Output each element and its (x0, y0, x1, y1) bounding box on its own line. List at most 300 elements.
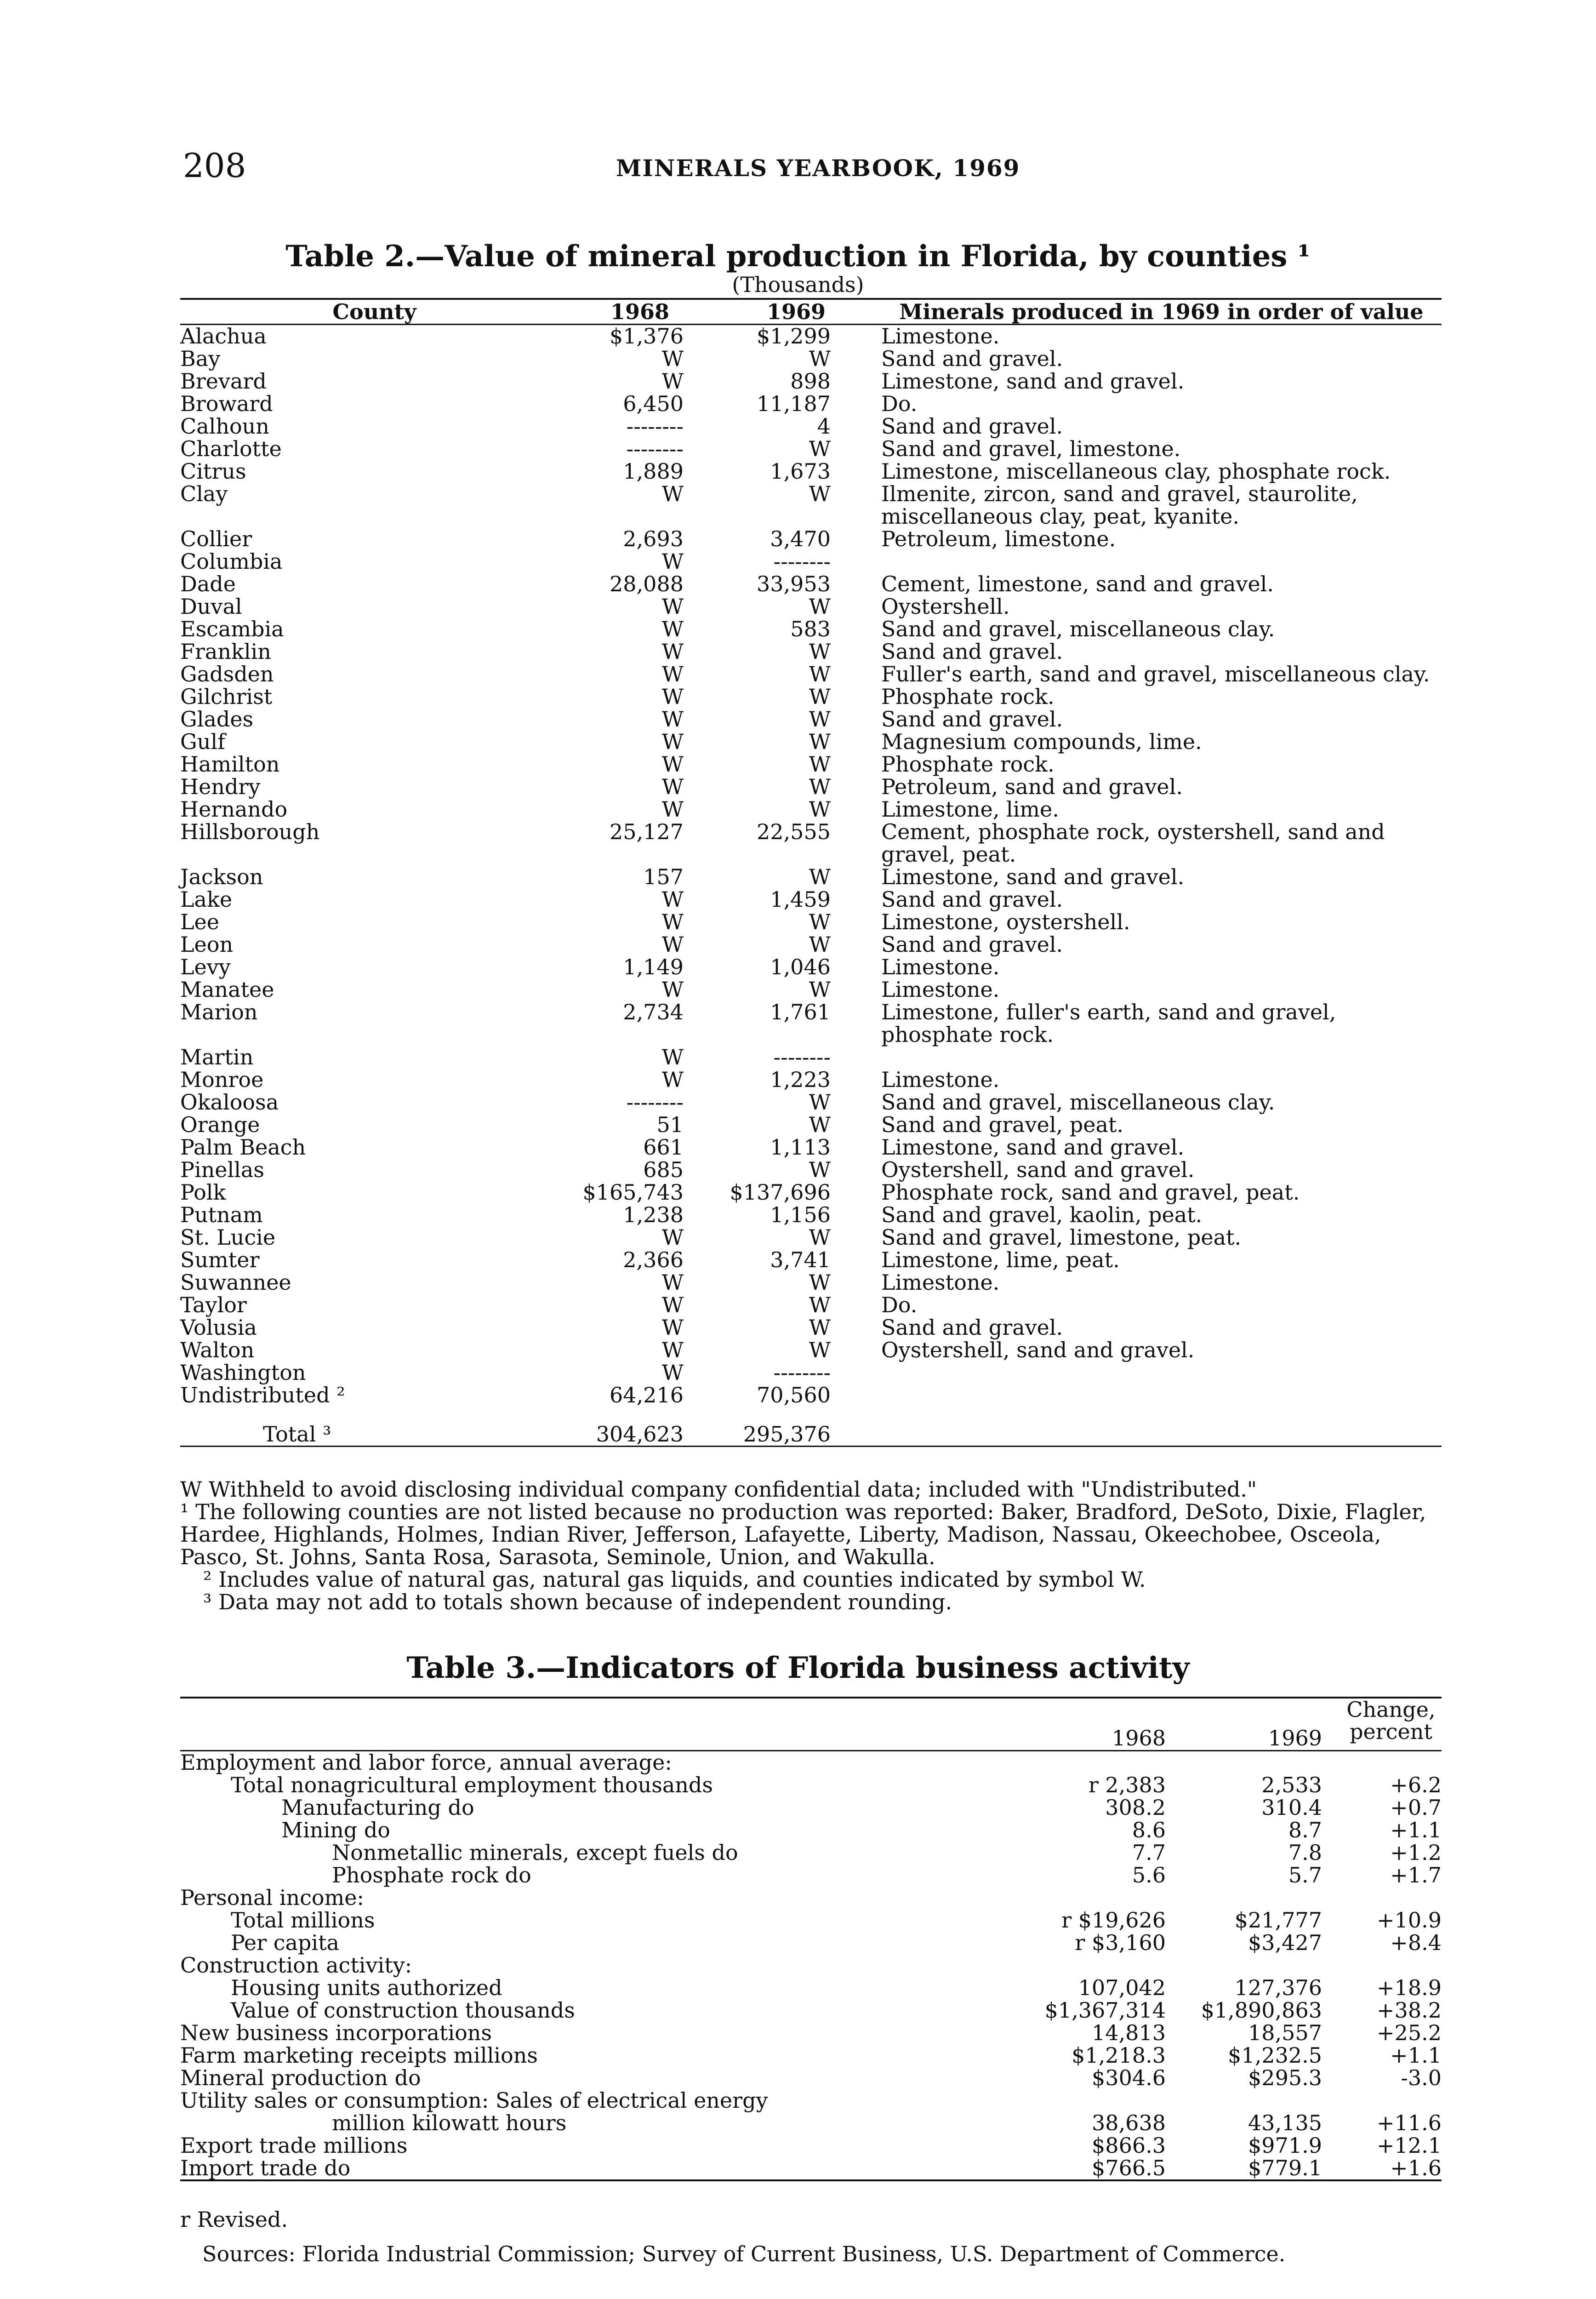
item-label: New business incorporations (180, 2020, 492, 2045)
county-cell: Manatee (180, 977, 274, 1002)
table-row (180, 1046, 1442, 1069)
value-1969-cell: W (809, 707, 831, 732)
col-1969: 1969 (1184, 1698, 1340, 1751)
minerals-cell: Limestone. (881, 977, 1000, 1002)
county-cell: Hillsborough (180, 819, 320, 844)
minerals-cell (881, 1384, 1442, 1407)
table-row (180, 1841, 1442, 1864)
county-cell: Monroe (180, 1067, 264, 1092)
item-label: Manufacturing (281, 1795, 441, 1820)
change-cell: +8.4 (1390, 1930, 1442, 1955)
value-1969-cell: $295.3 (1248, 2065, 1322, 2090)
value-1969-cell: W (809, 977, 831, 1002)
value-1968-cell: 1,238 (623, 1202, 684, 1227)
county-cell: Gilchrist (180, 684, 273, 709)
table3-header-row (180, 1698, 1442, 1751)
value-1969-cell: 2,533 (1261, 1773, 1322, 1797)
item-label: Value of construction (231, 1998, 459, 2023)
table-row (180, 888, 1442, 911)
minerals-cell (881, 1046, 1442, 1069)
minerals-cell (881, 1361, 1442, 1384)
county-cell: Putnam (180, 1202, 263, 1227)
table-row (180, 753, 1442, 776)
county-cell: St. Lucie (180, 1225, 276, 1250)
col-item (180, 1698, 1028, 1751)
table2-title: Table 2.—Value of mineral production in Florida, by counties ¹ (285, 239, 1311, 274)
minerals-cell: Limestone, lime. (881, 797, 1059, 822)
county-cell: Gadsden (180, 662, 274, 686)
table-row (180, 1887, 1442, 1909)
value-1969-cell: W (809, 684, 831, 709)
value-1969-cell: 43,135 (1248, 2110, 1322, 2135)
value-1968-cell: -------- (626, 436, 684, 461)
value-1968-cell: 38,638 (1092, 2110, 1166, 2135)
value-1969-cell: 22,555 (757, 819, 831, 844)
footnote-2: ² Includes value of natural gas, natural gas liquids, and counties indicated by symbol W. (203, 1567, 1146, 1592)
minerals-cell: Limestone, sand and gravel. (881, 1135, 1185, 1160)
value-1969-cell (1184, 1887, 1340, 1909)
minerals-cell: Sand and gravel. (881, 1315, 1063, 1340)
item-unit: millions (323, 2133, 408, 2158)
value-1969-cell: 33,953 (757, 572, 831, 596)
county-cell: Charlotte (180, 436, 282, 461)
county-cell: Lee (180, 909, 219, 934)
minerals-cell: Limestone, lime, peat. (881, 1247, 1120, 1272)
county-cell: Leon (180, 932, 234, 957)
value-1968-cell: 5.6 (1132, 1863, 1166, 1887)
item-cell (180, 1841, 1028, 1864)
value-1968-cell: 157 (643, 864, 684, 889)
table-row (180, 686, 1442, 708)
change-cell: +12.1 (1377, 2133, 1442, 2158)
change-cell: +10.9 (1377, 1908, 1442, 1933)
table-row (180, 866, 1442, 888)
value-1969-cell: W (809, 1090, 831, 1115)
change-cell: -3.0 (1401, 2065, 1442, 2090)
table-row (180, 911, 1442, 933)
value-1968-cell: 28,088 (610, 572, 684, 596)
item-unit: do (712, 1840, 738, 1865)
item-cell (180, 2089, 1028, 2112)
item-label: Mining (281, 1818, 358, 1842)
change-cell: +1.1 (1390, 2043, 1442, 2068)
value-1969-cell: 127,376 (1234, 1975, 1322, 2000)
table-row (180, 1294, 1442, 1316)
county-cell: Alachua (180, 324, 267, 349)
minerals-cell (881, 550, 1442, 573)
col-change: Change, percent (1340, 1698, 1442, 1751)
value-1969-cell: W (809, 481, 831, 506)
item-cell (180, 1819, 1028, 1841)
county-cell: Dade (180, 572, 236, 596)
value-1969-cell: W (809, 864, 831, 889)
value-1968-cell: W (661, 977, 684, 1002)
value-1968-cell: $1,376 (610, 324, 684, 349)
item-cell (180, 1887, 1028, 1909)
table3-title: Table 3.—Indicators of Florida business activity (406, 1651, 1190, 1685)
value-1968-cell: W (661, 481, 684, 506)
county-cell: Undistributed ² (180, 1383, 345, 1407)
table-row (180, 528, 1442, 550)
value-1968-cell: W (661, 752, 684, 777)
minerals-cell: Sand and gravel, kaolin, peat. (881, 1202, 1203, 1227)
item-label: Import trade (180, 2156, 318, 2180)
value-1969-cell: W (809, 436, 831, 461)
change-cell: +38.2 (1377, 1998, 1442, 2023)
value-1969-cell: $971.9 (1248, 2133, 1322, 2158)
value-1969-cell: 5.7 (1288, 1863, 1322, 1887)
value-1968-cell (1028, 1887, 1184, 1909)
county-cell: Franklin (180, 639, 271, 664)
table-row (180, 821, 1442, 866)
value-1969-cell: W (809, 932, 831, 957)
county-cell: Okaloosa (180, 1090, 279, 1115)
value-1969-cell: -------- (773, 549, 831, 574)
county-cell: Washington (180, 1360, 306, 1385)
table3 (180, 1697, 1442, 2181)
value-1968-cell: 7.7 (1132, 1840, 1166, 1865)
value-1968-cell: W (661, 369, 684, 394)
table-row (180, 933, 1442, 956)
value-1968-cell: -------- (626, 414, 684, 439)
table2-body (180, 325, 1442, 1447)
table-row (180, 1226, 1442, 1249)
item-label: Per capita (231, 1930, 339, 1955)
running-title: MINERALS YEARBOOK, 1969 (616, 154, 1020, 182)
table-row (180, 348, 1442, 370)
item-cell (180, 1796, 1028, 1819)
county-cell: Orange (180, 1112, 260, 1137)
item-unit: millions (291, 1908, 375, 1933)
change-cell: +1.2 (1390, 1840, 1442, 1865)
value-1969-cell: W (809, 752, 831, 777)
item-label: Employment and labor force, annual average: (180, 1750, 672, 1775)
item-label: Nonmetallic minerals, except fuels (332, 1840, 705, 1865)
item-label: Farm marketing receipts (180, 2043, 447, 2068)
value-1969-cell: -------- (773, 1045, 831, 1069)
item-unit: do (448, 1795, 474, 1820)
value-1969-cell: 1,113 (770, 1135, 831, 1160)
value-1968-cell: W (661, 909, 684, 934)
table-row (180, 641, 1442, 663)
value-1968-cell: r $19,626 (1061, 1908, 1166, 1933)
table-row (180, 2112, 1442, 2134)
item-label: Housing units authorized (231, 1975, 502, 2000)
county-cell: Levy (180, 955, 231, 979)
table-row (180, 460, 1442, 483)
table-row (180, 1271, 1442, 1294)
value-1968-cell: r 2,383 (1088, 1773, 1166, 1797)
value-1969-cell: W (809, 594, 831, 619)
item-label: Utility sales or consumption: Sales of electrical energy (180, 2088, 768, 2113)
value-1968-cell: W (661, 594, 684, 619)
item-cell (180, 1774, 1028, 1796)
minerals-cell: Oystershell, sand and gravel. (881, 1338, 1195, 1362)
value-1968-cell: 8.6 (1132, 1818, 1166, 1842)
minerals-cell: Phosphate rock, sand and gravel, peat. (881, 1180, 1300, 1205)
value-1968-cell: 2,366 (623, 1247, 684, 1272)
minerals-cell: Sand and gravel. (881, 887, 1063, 912)
county-cell: Sumter (180, 1247, 260, 1272)
table-row (180, 573, 1442, 595)
table-row (180, 1069, 1442, 1091)
table-row (180, 1181, 1442, 1204)
minerals-cell: Phosphate rock. (881, 752, 1054, 777)
item-cell (180, 2044, 1028, 2067)
county-cell: Taylor (180, 1292, 247, 1317)
table-row (180, 2044, 1442, 2067)
minerals-cell: Sand and gravel. (881, 707, 1063, 732)
table-row (180, 2067, 1442, 2089)
table-row (180, 1001, 1442, 1046)
change-cell (1340, 2089, 1442, 2112)
item-label: Export trade (180, 2133, 317, 2158)
value-1969-cell: W (809, 662, 831, 686)
change-cell: +0.7 (1390, 1795, 1442, 1820)
table-row (180, 1114, 1442, 1136)
item-cell (180, 1999, 1028, 2022)
value-1969-cell: 8.7 (1288, 1818, 1322, 1842)
table-row (180, 1977, 1442, 1999)
item-unit: million kilowatt hours (332, 2110, 567, 2135)
total-blank (881, 1407, 1442, 1447)
value-1969-cell: 1,673 (770, 459, 831, 484)
minerals-cell: Limestone. (881, 324, 1000, 349)
value-1968-cell: 2,734 (623, 1000, 684, 1024)
value-1968-cell: 14,813 (1092, 2020, 1166, 2045)
item-cell (180, 2112, 1028, 2134)
item-cell (180, 1864, 1028, 1887)
value-1969-cell: $779.1 (1184, 2157, 1340, 2180)
table-row (180, 1159, 1442, 1181)
value-1968-cell: W (661, 1292, 684, 1317)
col-1968: 1968 (1028, 1698, 1184, 1751)
table-row (180, 1136, 1442, 1159)
table-row (180, 978, 1442, 1001)
value-1969-cell: W (809, 797, 831, 822)
col-1968: 1968 (569, 299, 711, 325)
item-cell (180, 2157, 1028, 2180)
table-row (180, 618, 1442, 641)
value-1968-cell: 1,149 (623, 955, 684, 979)
table-row (180, 415, 1442, 438)
value-1968-cell: $1,367,314 (1044, 1998, 1166, 2023)
value-1969-cell: $137,696 (730, 1180, 831, 1205)
minerals-cell: Sand and gravel. (881, 414, 1063, 439)
value-1969-cell: 3,741 (770, 1247, 831, 1272)
value-1968-cell: W (661, 1067, 684, 1092)
value-1968-cell: 308.2 (1105, 1795, 1166, 1820)
table-row (180, 2157, 1442, 2180)
value-1968-cell (1028, 1954, 1184, 1977)
value-1968-cell: W (661, 1360, 684, 1385)
minerals-cell: Oystershell. (881, 594, 1010, 619)
minerals-cell: Sand and gravel, limestone. (881, 436, 1181, 461)
minerals-cell: Sand and gravel. (881, 346, 1063, 371)
minerals-cell: Sand and gravel, limestone, peat. (881, 1225, 1242, 1250)
value-1968-cell: W (661, 707, 684, 732)
minerals-cell: Sand and gravel, miscellaneous clay. (881, 617, 1275, 641)
total-label: Total ³ (180, 1407, 569, 1447)
item-cell (180, 1751, 1028, 1774)
county-cell: Duval (180, 594, 242, 619)
table2 (180, 298, 1442, 1447)
value-1968-cell: W (661, 729, 684, 754)
item-cell (180, 1932, 1028, 1954)
change-cell: +25.2 (1377, 2020, 1442, 2045)
value-1968-cell: W (661, 662, 684, 686)
table-row (180, 731, 1442, 753)
table-row (180, 708, 1442, 731)
minerals-cell: Limestone, oystershell. (881, 909, 1130, 934)
value-1969-cell: W (809, 1270, 831, 1295)
minerals-cell: Sand and gravel. (881, 639, 1063, 664)
item-label: Phosphate rock (332, 1863, 499, 1887)
table-row (180, 595, 1442, 618)
value-1969-cell: $1,890,863 (1201, 1998, 1322, 2023)
value-1969-cell: $21,777 (1234, 1908, 1322, 1933)
value-1969-cell: 898 (790, 369, 831, 394)
value-1969-cell: W (809, 909, 831, 934)
value-1968-cell: W (661, 1338, 684, 1362)
table-row (180, 2089, 1442, 2112)
table-row (180, 393, 1442, 415)
table-row (180, 1954, 1442, 1977)
county-cell: Jackson (180, 864, 263, 889)
item-unit: do (394, 2065, 421, 2090)
item-cell (180, 1909, 1028, 1932)
value-1969-cell: 1,223 (770, 1067, 831, 1092)
value-1968-cell: 2,693 (623, 526, 684, 551)
value-1968-cell: W (661, 774, 684, 799)
table-row (180, 483, 1442, 528)
value-1968-cell (1028, 2089, 1184, 2112)
value-1969-cell: 583 (790, 617, 831, 641)
footnote-1: ¹ The following counties are not listed because no production was reported: Baker, Bradford, DeSoto, Dixie, Flagler, Hardee, Highlands, Holmes, Indian River, Jefferson, Lafayette, Liberty, Madison, Nassau, Okeechobee, Osceola, Pasco, St. Johns, Santa Rosa, Sarasota, Seminole, Union, and Wakulla. (180, 1499, 1426, 1569)
change-cell: +1.7 (1390, 1863, 1442, 1887)
value-1969-cell: W (809, 346, 831, 371)
table-row (180, 1249, 1442, 1271)
county-cell: Citrus (180, 459, 246, 484)
county-cell: Marion (180, 1000, 258, 1024)
table-row (180, 798, 1442, 821)
table-row (180, 663, 1442, 686)
table-row (180, 1384, 1442, 1407)
item-cell (180, 1954, 1028, 1977)
value-1968-cell: W (661, 617, 684, 641)
change-cell: +18.9 (1377, 1975, 1442, 2000)
value-1968-cell: r $3,160 (1075, 1930, 1166, 1955)
minerals-cell: Oystershell, sand and gravel. (881, 1157, 1195, 1182)
value-1969-cell: W (809, 774, 831, 799)
minerals-cell: Do. (881, 1292, 918, 1317)
item-unit: do (505, 1863, 531, 1887)
county-cell: Martin (180, 1045, 254, 1069)
table-row (180, 1316, 1442, 1339)
table-row (180, 2134, 1442, 2157)
change-cell (1340, 1887, 1442, 1909)
item-label: Total nonagricultural employment (231, 1773, 597, 1797)
table-row (180, 1909, 1442, 1932)
table2-footnotes (180, 1478, 1442, 1613)
value-1968-cell: 661 (643, 1135, 684, 1160)
item-unit: do (324, 2156, 351, 2180)
item-cell (180, 1977, 1028, 1999)
value-1968-cell: W (661, 1315, 684, 1340)
value-1969-cell: 7.8 (1288, 1840, 1322, 1865)
change-cell (1340, 1751, 1442, 1774)
minerals-cell: Ilmenite, zircon, sand and gravel, staurolite, miscellaneous clay, peat, kyanite. (881, 481, 1358, 529)
item-label: Mineral production (180, 2065, 388, 2090)
value-1968-cell: W (661, 887, 684, 912)
value-1969-cell: 1,046 (770, 955, 831, 979)
county-cell: Gulf (180, 729, 226, 754)
table2-total-row (180, 1407, 1442, 1447)
item-cell (180, 2134, 1028, 2157)
value-1969-cell: W (809, 639, 831, 664)
value-1969-cell: W (809, 1315, 831, 1340)
value-1968-cell: W (661, 549, 684, 574)
total-1968: 304,623 (569, 1407, 711, 1447)
minerals-cell: Limestone, sand and gravel. (881, 369, 1185, 394)
minerals-cell: Petroleum, limestone. (881, 526, 1116, 551)
value-1969-cell: 4 (817, 414, 831, 439)
value-1968-cell: $866.3 (1092, 2133, 1166, 2158)
value-1969-cell (1184, 1954, 1340, 1977)
value-1968-cell: 685 (643, 1157, 684, 1182)
change-cell: +1.6 (1340, 2157, 1442, 2180)
total-1969: 295,376 (711, 1407, 881, 1447)
revised-note: r Revised. (180, 2207, 288, 2232)
table-row (180, 1819, 1442, 1841)
value-1968-cell: 6,450 (623, 391, 684, 416)
item-unit: thousands (465, 1998, 575, 2023)
minerals-cell: Sand and gravel, miscellaneous clay. (881, 1090, 1275, 1115)
value-1968-cell: $304.6 (1092, 2065, 1166, 2090)
minerals-cell: Cement, limestone, sand and gravel. (881, 572, 1274, 596)
value-1968-cell: W (661, 639, 684, 664)
item-label: Personal income: (180, 1885, 364, 1910)
county-cell: Hamilton (180, 752, 280, 777)
change-cell: +6.2 (1390, 1773, 1442, 1797)
table-row (180, 1751, 1442, 1774)
table-row (180, 1932, 1442, 1954)
minerals-cell: Do. (881, 391, 918, 416)
county-cell: Suwannee (180, 1270, 291, 1295)
value-1969-cell: W (809, 1338, 831, 1362)
col-minerals: Minerals produced in 1969 in order of value (881, 299, 1442, 325)
table-row (180, 1774, 1442, 1796)
item-label: Construction activity: (180, 1953, 412, 1978)
value-1969-cell: 1,459 (770, 887, 831, 912)
county-cell: Columbia (180, 549, 283, 574)
value-1968-cell: W (661, 932, 684, 957)
change-cell (1340, 1954, 1442, 1977)
table-row (180, 1361, 1442, 1384)
table-row (180, 550, 1442, 573)
footnote-3: ³ Data may not add to totals shown because of independent rounding. (203, 1590, 952, 1614)
value-1969-cell: $1,299 (757, 324, 831, 349)
value-1968-cell: $165,743 (582, 1180, 684, 1205)
change-cell: +11.6 (1377, 2110, 1442, 2135)
county-cell: Walton (180, 1338, 255, 1362)
table-row (180, 956, 1442, 978)
table2-units: (Thousands) (732, 272, 864, 297)
value-1968-cell: W (661, 1225, 684, 1250)
minerals-cell: Limestone, fuller's earth, sand and gravel, phosphate rock. (881, 1000, 1336, 1047)
county-cell: Bay (180, 346, 221, 371)
table-row (180, 325, 1442, 348)
